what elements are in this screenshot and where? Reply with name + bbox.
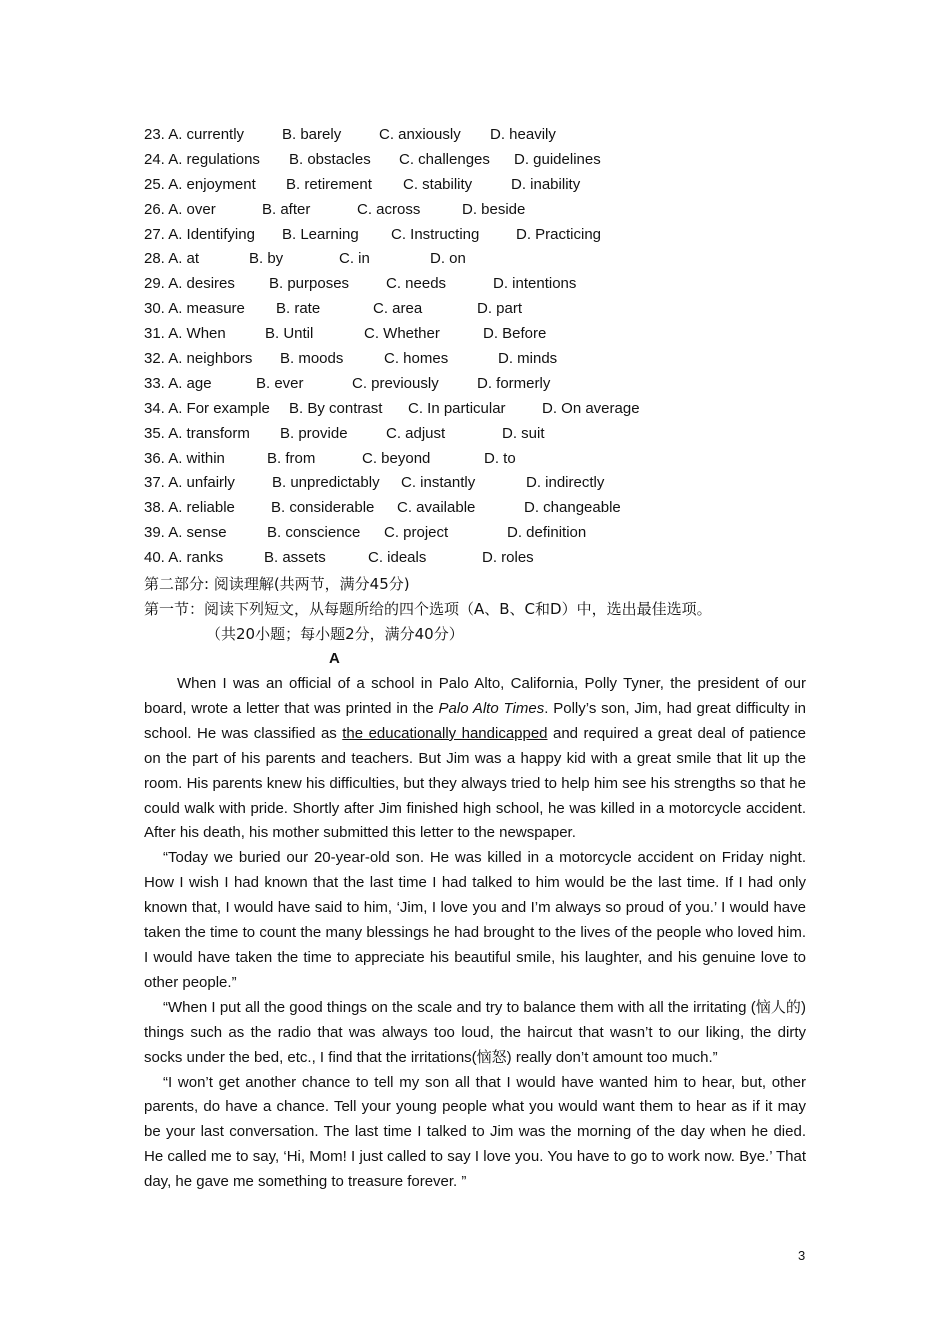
option-row bbox=[144, 198, 824, 223]
paragraph-3: “When I put all the good things on the scale and try to balance them with all the irritating (恼人的) things such as the radio that was always too loud, the haircut that wasn’t to our liking, the dirty socks under the bed, etc., I find that the irritations(恼怒) really don’t amount too much.” bbox=[144, 998, 806, 1066]
option-b: B. barely bbox=[282, 126, 342, 143]
option-a: 35. A. transform bbox=[144, 424, 250, 442]
option-b: B. moods bbox=[280, 350, 344, 368]
option-a: 29. A. desires bbox=[144, 275, 235, 293]
option-a: 26. A. over bbox=[144, 200, 216, 218]
option-d: D. on bbox=[430, 250, 466, 268]
option-c: C. beyond bbox=[362, 449, 431, 467]
option-c: C. previously bbox=[352, 374, 439, 392]
subsection-note: （共20小题；每小题2分，满分40分） bbox=[206, 625, 464, 643]
option-a: 23. A. currently bbox=[144, 126, 245, 143]
option-a: 37. A. unfairly bbox=[144, 474, 235, 492]
option-a: 31. A. When bbox=[144, 325, 226, 343]
option-d: D. minds bbox=[498, 350, 558, 368]
option-b: B. ever bbox=[256, 374, 304, 392]
option-d: D. indirectly bbox=[526, 474, 605, 492]
passage-text bbox=[144, 672, 806, 1195]
option-row bbox=[144, 496, 824, 521]
option-a: 28. A. at bbox=[144, 250, 200, 268]
option-d: D. intentions bbox=[493, 275, 577, 293]
p1-text-c: and required a great deal of patience on the part of his parents and teachers. But Jim was a happy kid with a great smile that lit up the room. His parents knew his difficulties, but they always tried to help him see his strengths so that he could walk with pride. Shortly after Jim finished high school, he was killed in a motorcycle accident. After his death, his mother submitted this letter to the newspaper. bbox=[144, 724, 806, 842]
option-row bbox=[144, 372, 824, 397]
option-a: 32. A. neighbors bbox=[144, 350, 253, 368]
option-row bbox=[144, 447, 824, 472]
option-a: 36. A. within bbox=[144, 449, 225, 467]
option-c: C. area bbox=[373, 300, 423, 318]
option-b: B. Learning bbox=[282, 225, 359, 243]
option-row bbox=[144, 322, 824, 347]
option-d: D. definition bbox=[507, 524, 587, 542]
option-b: B. provide bbox=[280, 424, 348, 442]
option-row bbox=[144, 397, 824, 422]
option-d: D. On average bbox=[542, 399, 640, 417]
option-row bbox=[144, 148, 824, 173]
option-d: D. heavily bbox=[490, 126, 556, 143]
option-row bbox=[144, 223, 824, 248]
option-a: 33. A. age bbox=[144, 374, 212, 392]
option-b: B. considerable bbox=[271, 499, 375, 517]
option-c: C. Whether bbox=[364, 325, 440, 343]
option-b: B. assets bbox=[264, 549, 326, 567]
option-b: B. unpredictably bbox=[272, 474, 380, 492]
option-d: D. Before bbox=[483, 325, 547, 343]
option-b: B. By contrast bbox=[289, 399, 383, 417]
page-number: 3 bbox=[798, 1248, 806, 1263]
option-d: D. inability bbox=[511, 175, 581, 193]
option-d: D. to bbox=[484, 449, 516, 467]
option-b: B. retirement bbox=[286, 175, 372, 193]
option-row bbox=[144, 173, 824, 198]
option-row bbox=[144, 471, 824, 496]
p1-text-b: . Polly’s son, Jim, had great difficulty in school. He was classified as bbox=[144, 699, 806, 742]
option-b: B. Until bbox=[265, 325, 314, 343]
option-d: D. part bbox=[477, 300, 523, 318]
option-c: C. homes bbox=[384, 350, 449, 368]
option-a: 25. A. enjoyment bbox=[144, 175, 256, 193]
option-c: C. in bbox=[339, 250, 370, 268]
option-c: C. instantly bbox=[401, 474, 476, 492]
option-c: C. across bbox=[357, 200, 421, 218]
passage-title: A bbox=[329, 650, 340, 667]
option-b: B. from bbox=[267, 449, 316, 467]
option-c: C. available bbox=[397, 499, 476, 517]
option-row bbox=[144, 521, 824, 546]
option-row bbox=[144, 347, 824, 372]
option-d: D. formerly bbox=[477, 374, 551, 392]
option-row bbox=[144, 297, 824, 322]
option-d: D. changeable bbox=[524, 499, 621, 517]
option-c: C. project bbox=[384, 524, 449, 542]
option-row bbox=[144, 247, 824, 272]
option-b: B. by bbox=[249, 250, 284, 268]
option-d: D. beside bbox=[462, 200, 526, 218]
option-row bbox=[144, 422, 824, 447]
option-c: C. needs bbox=[386, 275, 447, 293]
paragraph-4: “I won’t get another chance to tell my son all that I would have wanted him to hear, but, other parents, do have a chance. Tell your young people what you would want them to hear as if it may be your last conversation. The last time I talked to Jim was the morning of the day when he died. He called me to say, ‘Hi, Mom! I just called to say I love you. You have to go to work now. Bye.’ That day, he gave me something to treasure forever. ” bbox=[144, 1073, 806, 1191]
option-b: B. conscience bbox=[267, 524, 361, 542]
option-c: C. In particular bbox=[408, 399, 506, 417]
option-d: D. guidelines bbox=[514, 150, 601, 168]
underlined-phrase: the educationally handicapped bbox=[342, 724, 548, 742]
option-b: B. obstacles bbox=[289, 150, 371, 168]
subsection-heading: 第一节：阅读下列短文，从每题所给的四个选项（A、B、C和D）中，选出最佳选项。 bbox=[144, 600, 712, 618]
option-a: 27. A. Identifying bbox=[144, 225, 255, 243]
paragraph-2: “Today we buried our 20-year-old son. He was killed in a motorcycle accident on Friday night. How I wish I had known that the last time I had talked to him would be the last time. If I had only known that, I would have said to him, ‘Jim, I love you and I’m always so proud of you.’ I would have taken the time to count the many blessings he had brought to the lives of the people who loved him. I would have taken the time to appreciate his beautiful smile, his laughter, and his genuine love to other people.” bbox=[144, 849, 806, 991]
option-c: C. Instructing bbox=[391, 225, 480, 243]
option-b: B. purposes bbox=[269, 275, 350, 293]
option-a: 30. A. measure bbox=[144, 300, 245, 318]
option-a: 38. A. reliable bbox=[144, 499, 235, 517]
option-b: B. rate bbox=[276, 300, 321, 318]
option-a: 39. A. sense bbox=[144, 524, 227, 542]
option-b: B. after bbox=[262, 200, 311, 218]
answer-options-list bbox=[144, 123, 824, 571]
paragraph-1 bbox=[144, 672, 806, 846]
option-c: C. anxiously bbox=[379, 126, 461, 143]
option-a: 40. A. ranks bbox=[144, 549, 224, 567]
option-c: C. challenges bbox=[399, 150, 490, 168]
option-d: D. roles bbox=[482, 549, 534, 567]
option-a: 24. A. regulations bbox=[144, 150, 260, 168]
newspaper-name: Palo Alto Times bbox=[438, 699, 545, 717]
section-heading: 第二部分: 阅读理解(共两节，满分45分) bbox=[144, 575, 410, 593]
option-row bbox=[144, 123, 824, 148]
option-c: C. stability bbox=[403, 175, 473, 193]
option-d: D. Practicing bbox=[516, 225, 602, 243]
option-c: C. ideals bbox=[368, 549, 427, 567]
option-row bbox=[144, 272, 824, 297]
option-d: D. suit bbox=[502, 424, 545, 442]
option-row bbox=[144, 546, 824, 571]
p1-text-a: When I was an official of a school in Palo Alto, California, Polly Tyner, the president of our board, wrote a letter that was printed in the bbox=[144, 675, 806, 717]
option-a: 34. A. For example bbox=[144, 399, 270, 417]
option-c: C. adjust bbox=[386, 424, 446, 442]
